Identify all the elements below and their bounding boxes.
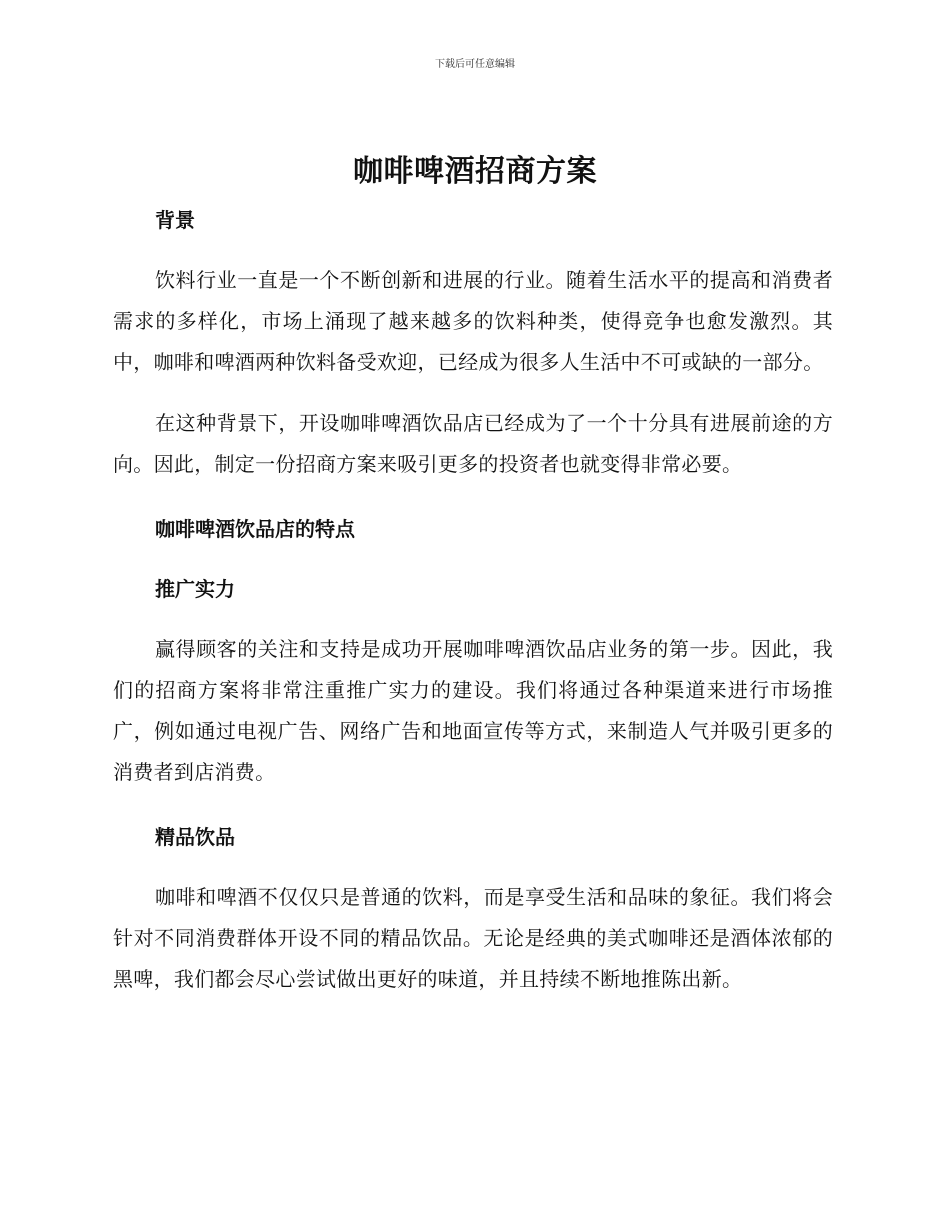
paragraph-drinks: 咖啡和啤酒不仅仅只是普通的饮料，而是享受生活和品味的象征。我们将会针对不同消费群体开设不同的精品饮品。无论是经典的美式咖啡还是酒体浓郁的黑啤，我们都会尽心尝试做出更好的味道，并且持续不断地推陈出新。 (113, 885, 833, 991)
section-heading-promotion: 推广实力 (155, 577, 235, 601)
header-note: 下载后可任意编辑 (435, 59, 515, 70)
paragraph-promotion: 赢得顾客的关注和支持是成功开展咖啡啤酒饮品店业务的第一步。因此，我们的招商方案将非常注重推广实力的建设。我们将通过各种渠道来进行市场推广，例如通过电视广告、网络广告和地面宣传等方式，来制造人气并吸引更多的消费者到店消费。 (113, 637, 833, 784)
section-heading-features: 咖啡啤酒饮品店的特点 (155, 517, 355, 541)
paragraph-background-2: 在这种背景下，开设咖啡啤酒饮品店已经成为了一个十分具有进展前途的方向。因此，制定一份招商方案来吸引更多的投资者也就变得非常必要。 (113, 411, 833, 476)
section-heading-drinks: 精品饮品 (155, 825, 235, 849)
document-body (113, 200, 833, 1000)
section-heading-background: 背景 (155, 208, 195, 232)
paragraph-background-1: 饮料行业一直是一个不断创新和进展的行业。随着生活水平的提高和消费者需求的多样化，市场上涌现了越来越多的饮料种类，使得竞争也愈发激烈。其中，咖啡和啤酒两种饮料备受欢迎，已经成为很多人生活中不可或缺的一部分。 (113, 268, 833, 374)
document-title: 咖啡啤酒招商方案 (353, 154, 597, 189)
